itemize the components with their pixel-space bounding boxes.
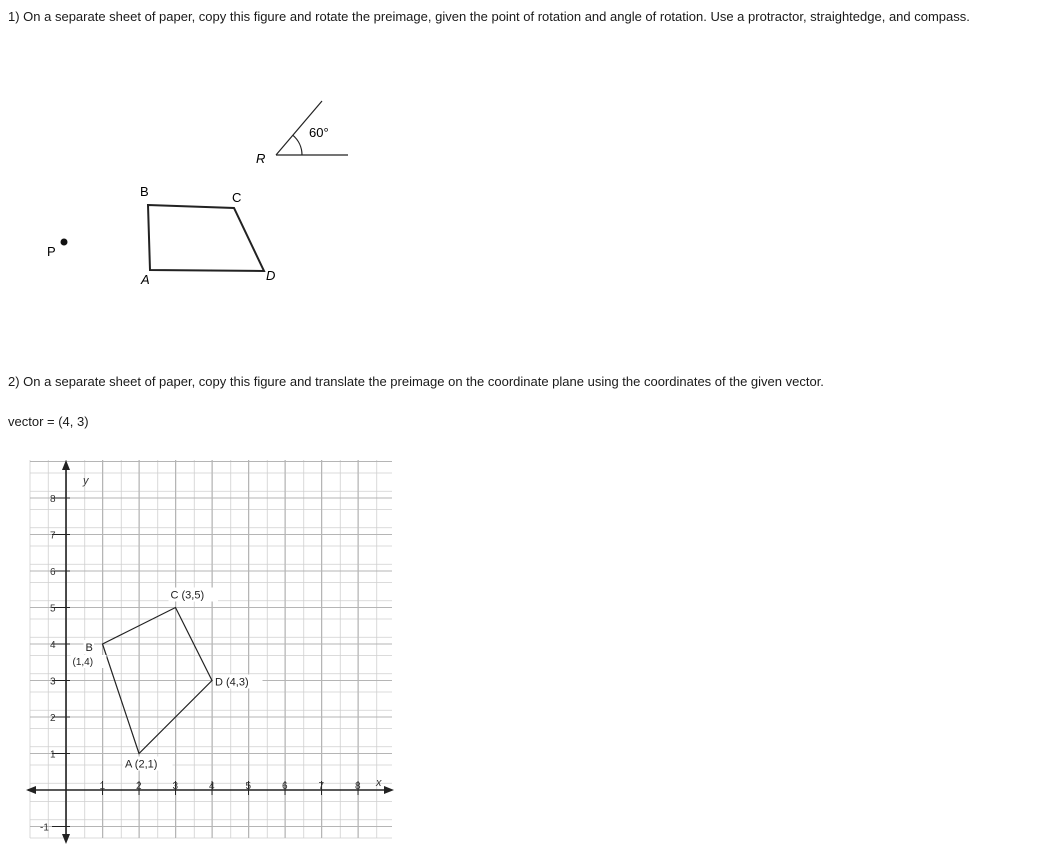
point-label-a: A (2,1) <box>125 758 158 771</box>
point-label-d: D (4,3) <box>215 676 249 689</box>
y-axis-arrow-down <box>62 834 70 844</box>
quadrilateral-abcd <box>148 205 264 271</box>
x-axis-arrow-right <box>384 786 394 794</box>
label-b: B <box>140 184 149 199</box>
rotation-figure <box>0 0 1049 360</box>
x-tick-label: 4 <box>209 781 215 792</box>
y-tick-label: 2 <box>50 713 56 724</box>
x-tick-label: 5 <box>245 781 252 792</box>
y-tick-label: 7 <box>50 530 56 542</box>
question-2-text: 2) On a separate sheet of paper, copy this figure and translate the preimage on the coordinate plane using the coordinates of the given vector. <box>8 374 824 389</box>
x-tick-label: 7 <box>318 781 325 792</box>
label-r: R <box>256 151 266 166</box>
y-tick-label: -1 <box>40 822 49 834</box>
y-tick-label: 4 <box>50 640 56 651</box>
angle-label: 60° <box>309 125 329 140</box>
x-tick-label: 8 <box>355 781 361 792</box>
coord-label-b: (1,4) <box>72 657 94 668</box>
label-d: D <box>266 268 276 283</box>
x-tick-label: 6 <box>282 781 288 792</box>
coordinate-plane <box>0 455 420 851</box>
point-labels <box>71 588 263 771</box>
angle-arc <box>293 135 302 155</box>
point-label-c: C (3,5) <box>170 589 205 602</box>
y-tick-label: 3 <box>50 676 56 688</box>
label-a: A <box>141 272 150 287</box>
x-axis-label: x <box>376 777 382 789</box>
point-label-b: B <box>85 642 93 654</box>
question-1-text: 1) On a separate sheet of paper, copy this figure and rotate the preimage, given the point of rotation and angle of rotation. Use a protractor, straightedge, and compass. <box>8 9 970 24</box>
x-axis-arrow-left <box>26 786 36 794</box>
vector-text: vector = (4, 3) <box>8 414 89 429</box>
y-tick-label: 6 <box>50 567 56 578</box>
label-c: C <box>232 190 242 205</box>
x-tick-label: 3 <box>172 781 179 792</box>
label-p: P <box>47 244 56 259</box>
point-p-dot <box>61 239 68 246</box>
x-tick-label: 1 <box>99 781 106 792</box>
x-tick-label: 2 <box>136 781 142 792</box>
y-axis-label: y <box>83 475 89 487</box>
y-tick-label: 1 <box>50 749 56 761</box>
y-tick-label: 8 <box>50 494 56 505</box>
y-tick-label: 5 <box>50 603 56 615</box>
